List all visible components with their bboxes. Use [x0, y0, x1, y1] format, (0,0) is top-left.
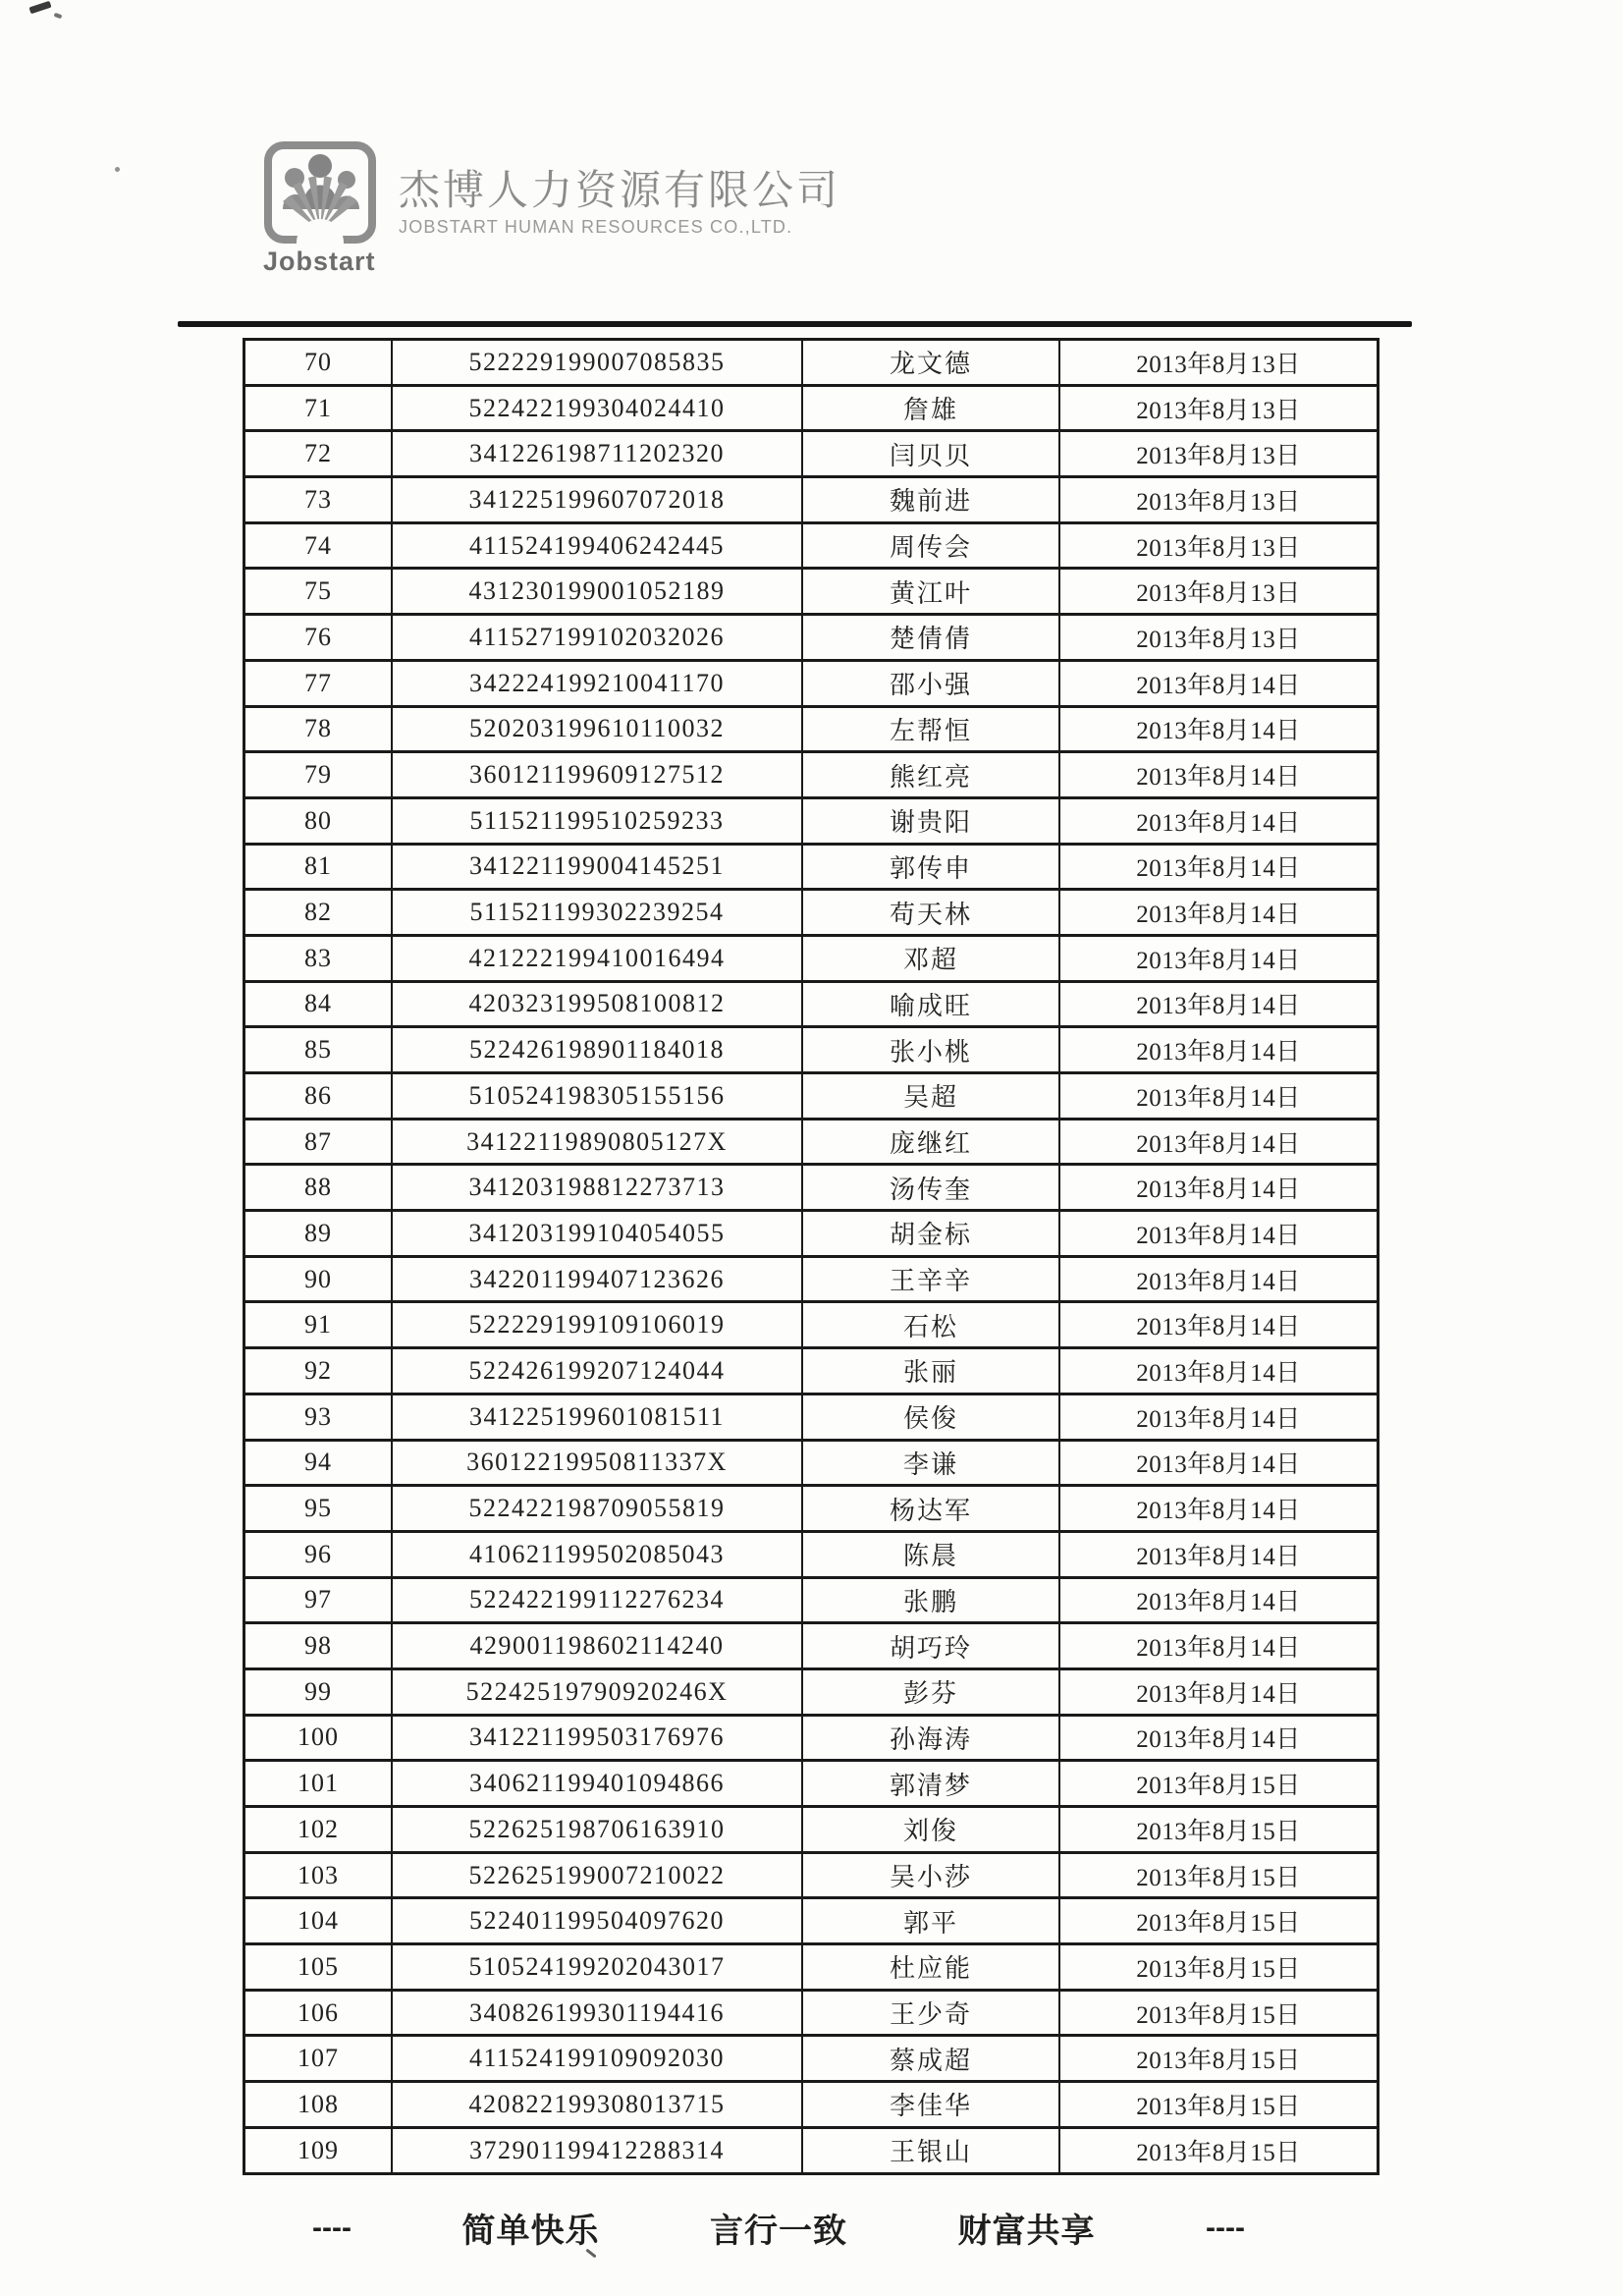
row-id-number: 342201199407123626	[393, 1258, 803, 1301]
row-date: 2013年8月15日	[1136, 2048, 1301, 2075]
table-row	[245, 1349, 1377, 1395]
row-id-number: 341221199004145251	[393, 846, 803, 889]
row-id-number: 34122119890805127X	[393, 1121, 803, 1164]
row-seq-number: 86	[245, 1074, 393, 1118]
table-row	[245, 1624, 1377, 1670]
row-id-number: 421222199410016494	[393, 937, 803, 980]
row-seq-number: 94	[245, 1442, 393, 1485]
row-date: 2013年8月15日	[1136, 1955, 1301, 1983]
table-row	[245, 478, 1377, 524]
row-person-name: 张小桃	[803, 1028, 1060, 1071]
row-date: 2013年8月14日	[1136, 1451, 1301, 1479]
row-id-number: 522401199504097620	[393, 1899, 803, 1942]
row-person-name: 陈晨	[803, 1533, 1060, 1576]
table-row	[245, 1074, 1377, 1121]
table-row	[245, 937, 1377, 983]
table-row	[245, 1762, 1377, 1808]
row-id-number: 411524199406242445	[393, 524, 803, 568]
row-person-name: 龙文德	[803, 341, 1060, 384]
row-id-number: 510524199202043017	[393, 1945, 803, 1989]
row-date: 2013年8月14日	[1136, 1222, 1301, 1249]
row-date: 2013年8月14日	[1136, 1130, 1301, 1158]
row-seq-number: 77	[245, 662, 393, 705]
row-id-number: 522625199007210022	[393, 1854, 803, 1897]
row-seq-number: 79	[245, 753, 393, 796]
row-seq-number: 82	[245, 891, 393, 934]
row-person-name: 吴小莎	[803, 1854, 1060, 1897]
row-id-number: 522426198901184018	[393, 1028, 803, 1071]
row-person-name: 彭芬	[803, 1670, 1060, 1714]
table-row	[245, 1579, 1377, 1625]
table-row	[245, 570, 1377, 616]
row-date: 2013年8月15日	[1136, 1773, 1301, 1800]
row-seq-number: 104	[245, 1899, 393, 1942]
row-date: 2013年8月14日	[1136, 672, 1301, 699]
row-id-number: 341221199503176976	[393, 1717, 803, 1760]
row-id-number: 341225199607072018	[393, 478, 803, 521]
row-date: 2013年8月14日	[1136, 1268, 1301, 1295]
row-seq-number: 84	[245, 983, 393, 1026]
row-date: 2013年8月15日	[1136, 2001, 1301, 2029]
table-row	[245, 1808, 1377, 1854]
row-date: 2013年8月14日	[1136, 1359, 1301, 1387]
row-person-name: 张鹏	[803, 1579, 1060, 1622]
row-seq-number: 99	[245, 1670, 393, 1714]
row-seq-number: 93	[245, 1395, 393, 1439]
footer-slogan-3: 财富共享	[957, 2214, 1096, 2250]
row-id-number: 410621199502085043	[393, 1533, 803, 1576]
table-row	[245, 891, 1377, 937]
row-date: 2013年8月13日	[1136, 397, 1301, 424]
table-row	[245, 708, 1377, 754]
row-seq-number: 83	[245, 937, 393, 980]
row-id-number: 431230199001052189	[393, 570, 803, 613]
row-seq-number: 81	[245, 846, 393, 889]
row-person-name: 郭平	[803, 1899, 1060, 1942]
row-id-number: 411524199109092030	[393, 2037, 803, 2080]
row-id-number: 520203199610110032	[393, 708, 803, 751]
footer-slogan-1: 简单快乐	[461, 2214, 600, 2250]
table-row	[245, 1899, 1377, 1945]
row-id-number: 522625198706163910	[393, 1808, 803, 1851]
row-date: 2013年8月14日	[1136, 764, 1301, 792]
row-id-number: 341203198812273713	[393, 1166, 803, 1209]
row-seq-number: 106	[245, 1992, 393, 2035]
row-date: 2013年8月14日	[1136, 1543, 1301, 1570]
row-person-name: 张丽	[803, 1349, 1060, 1393]
row-seq-number: 80	[245, 799, 393, 843]
row-date: 2013年8月15日	[1136, 1818, 1301, 1845]
row-date: 2013年8月15日	[1136, 2139, 1301, 2166]
logo-wordmark: Jobstart	[263, 246, 376, 276]
row-seq-number: 103	[245, 1854, 393, 1897]
row-id-number: 522229199109106019	[393, 1303, 803, 1346]
table-row	[245, 2129, 1377, 2172]
company-name-en: JOBSTART HUMAN RESOURCES CO.,LTD.	[399, 217, 793, 238]
row-id-number: 420323199508100812	[393, 983, 803, 1026]
row-date: 2013年8月13日	[1136, 534, 1301, 562]
row-person-name: 詹雄	[803, 387, 1060, 430]
footer-right-dashes: ----	[1206, 2211, 1245, 2244]
jobstart-logo-icon	[263, 140, 377, 245]
table-row	[245, 1212, 1377, 1258]
footer-slogan-2: 言行一致	[710, 2214, 847, 2250]
row-seq-number: 87	[245, 1121, 393, 1164]
row-id-number: 522422199112276234	[393, 1579, 803, 1622]
company-name-block	[399, 169, 840, 238]
row-date: 2013年8月15日	[1136, 1910, 1301, 1938]
row-id-number: 411527199102032026	[393, 616, 803, 659]
row-person-name: 王辛辛	[803, 1258, 1060, 1301]
table-row	[245, 2083, 1377, 2129]
table-row	[245, 1395, 1377, 1442]
row-seq-number: 75	[245, 570, 393, 613]
row-date: 2013年8月14日	[1136, 1498, 1301, 1525]
table-row	[245, 432, 1377, 478]
row-id-number: 360121199609127512	[393, 753, 803, 796]
row-person-name: 汤传奎	[803, 1166, 1060, 1209]
row-person-name: 喻成旺	[803, 983, 1060, 1026]
row-seq-number: 88	[245, 1166, 393, 1209]
row-person-name: 刘俊	[803, 1808, 1060, 1851]
row-id-number: 522229199007085835	[393, 341, 803, 384]
table-row	[245, 983, 1377, 1029]
row-person-name: 郭清梦	[803, 1762, 1060, 1805]
row-id-number: 420822199308013715	[393, 2083, 803, 2126]
row-person-name: 黄江叶	[803, 570, 1060, 613]
row-person-name: 吴超	[803, 1074, 1060, 1118]
row-seq-number: 74	[245, 524, 393, 568]
table-row	[245, 1442, 1377, 1488]
row-person-name: 郭传申	[803, 846, 1060, 889]
row-person-name: 胡巧玲	[803, 1624, 1060, 1667]
footer-slogans	[312, 2204, 1245, 2252]
row-date: 2013年8月14日	[1136, 809, 1301, 837]
table-row	[245, 387, 1377, 433]
row-seq-number: 105	[245, 1945, 393, 1989]
table-row	[245, 846, 1377, 892]
table-row	[245, 1166, 1377, 1212]
row-seq-number: 89	[245, 1212, 393, 1255]
row-date: 2013年8月14日	[1136, 902, 1301, 929]
row-seq-number: 98	[245, 1624, 393, 1667]
table-row	[245, 1258, 1377, 1304]
row-person-name: 王银山	[803, 2129, 1060, 2172]
table-row	[245, 1992, 1377, 2038]
scan-artifact	[54, 13, 63, 19]
row-person-name: 魏前进	[803, 478, 1060, 521]
row-id-number: 372901199412288314	[393, 2129, 803, 2172]
row-id-number: 36012219950811337X	[393, 1442, 803, 1485]
row-seq-number: 101	[245, 1762, 393, 1805]
row-date: 2013年8月14日	[1136, 1039, 1301, 1066]
row-seq-number: 76	[245, 616, 393, 659]
row-id-number: 511521199302239254	[393, 891, 803, 934]
row-seq-number: 85	[245, 1028, 393, 1071]
row-date: 2013年8月13日	[1136, 580, 1301, 608]
row-date: 2013年8月14日	[1136, 855, 1301, 883]
table-row	[245, 1670, 1377, 1717]
table-row	[245, 1487, 1377, 1533]
table-row	[245, 753, 1377, 799]
row-person-name: 蔡成超	[803, 2037, 1060, 2080]
row-id-number: 522422198709055819	[393, 1487, 803, 1530]
row-date: 2013年8月14日	[1136, 1680, 1301, 1708]
row-person-name: 侯俊	[803, 1395, 1060, 1439]
row-person-name: 胡金标	[803, 1212, 1060, 1255]
company-name-zh: 杰博人力资源有限公司	[399, 169, 841, 214]
header-divider-rule	[178, 321, 1412, 327]
row-id-number: 522422199304024410	[393, 387, 803, 430]
table-row	[245, 524, 1377, 571]
row-date: 2013年8月14日	[1136, 1314, 1301, 1341]
row-person-name: 闫贝贝	[803, 432, 1060, 475]
row-seq-number: 71	[245, 387, 393, 430]
table-row	[245, 799, 1377, 846]
row-person-name: 熊红亮	[803, 753, 1060, 796]
table-row	[245, 662, 1377, 708]
roster-table-body	[245, 341, 1377, 2172]
row-person-name: 周传会	[803, 524, 1060, 568]
row-date: 2013年8月13日	[1136, 626, 1301, 653]
row-id-number: 511521199510259233	[393, 799, 803, 843]
row-date: 2013年8月14日	[1136, 1176, 1301, 1204]
row-person-name: 李佳华	[803, 2083, 1060, 2126]
table-row	[245, 1717, 1377, 1763]
row-seq-number: 90	[245, 1258, 393, 1301]
row-id-number: 522426199207124044	[393, 1349, 803, 1393]
row-date: 2013年8月14日	[1136, 947, 1301, 974]
row-id-number: 52242519790920246X	[393, 1670, 803, 1714]
row-id-number: 342224199210041170	[393, 662, 803, 705]
row-id-number: 429001198602114240	[393, 1624, 803, 1667]
row-seq-number: 100	[245, 1717, 393, 1760]
row-person-name: 谢贵阳	[803, 799, 1060, 843]
row-date: 2013年8月14日	[1136, 1589, 1301, 1616]
table-row	[245, 1028, 1377, 1074]
row-date: 2013年8月14日	[1136, 993, 1301, 1020]
row-seq-number: 97	[245, 1579, 393, 1622]
row-date: 2013年8月14日	[1136, 718, 1301, 745]
row-person-name: 李谦	[803, 1442, 1060, 1485]
row-seq-number: 72	[245, 432, 393, 475]
row-id-number: 510524198305155156	[393, 1074, 803, 1118]
row-date: 2013年8月13日	[1136, 488, 1301, 516]
row-seq-number: 109	[245, 2129, 393, 2172]
row-date: 2013年8月14日	[1136, 1084, 1301, 1112]
row-person-name: 邵小强	[803, 662, 1060, 705]
row-date: 2013年8月13日	[1136, 443, 1301, 470]
company-logo	[263, 140, 401, 277]
row-id-number: 340621199401094866	[393, 1762, 803, 1805]
row-person-name: 楚倩倩	[803, 616, 1060, 659]
row-date: 2013年8月15日	[1136, 2093, 1301, 2120]
table-row	[245, 1303, 1377, 1349]
row-seq-number: 95	[245, 1487, 393, 1530]
footer-left-dashes: ----	[312, 2211, 352, 2244]
row-seq-number: 96	[245, 1533, 393, 1576]
table-row	[245, 2037, 1377, 2083]
row-person-name: 邓超	[803, 937, 1060, 980]
row-person-name: 左帮恒	[803, 708, 1060, 751]
scan-artifact	[115, 167, 120, 172]
scan-artifact	[28, 1, 51, 14]
row-person-name: 杨达军	[803, 1487, 1060, 1530]
table-row	[245, 1854, 1377, 1900]
row-id-number: 340826199301194416	[393, 1992, 803, 2035]
row-seq-number: 107	[245, 2037, 393, 2080]
row-seq-number: 92	[245, 1349, 393, 1393]
row-id-number: 341203199104054055	[393, 1212, 803, 1255]
row-person-name: 苟天林	[803, 891, 1060, 934]
table-row	[245, 341, 1377, 387]
roster-table	[243, 338, 1380, 2175]
row-id-number: 341226198711202320	[393, 432, 803, 475]
row-seq-number: 91	[245, 1303, 393, 1346]
row-person-name: 石松	[803, 1303, 1060, 1346]
row-seq-number: 78	[245, 708, 393, 751]
table-row	[245, 616, 1377, 662]
row-person-name: 杜应能	[803, 1945, 1060, 1989]
row-person-name: 孙海涛	[803, 1717, 1060, 1760]
table-row	[245, 1945, 1377, 1992]
row-seq-number: 70	[245, 341, 393, 384]
row-date: 2013年8月14日	[1136, 1405, 1301, 1433]
row-seq-number: 102	[245, 1808, 393, 1851]
row-date: 2013年8月14日	[1136, 1726, 1301, 1754]
row-date: 2013年8月13日	[1136, 351, 1301, 378]
row-id-number: 341225199601081511	[393, 1395, 803, 1439]
row-person-name: 庞继红	[803, 1121, 1060, 1164]
row-date: 2013年8月14日	[1136, 1635, 1301, 1663]
table-row	[245, 1121, 1377, 1167]
row-person-name: 王少奇	[803, 1992, 1060, 2035]
row-date: 2013年8月15日	[1136, 1864, 1301, 1891]
row-seq-number: 73	[245, 478, 393, 521]
row-seq-number: 108	[245, 2083, 393, 2126]
table-row	[245, 1533, 1377, 1579]
